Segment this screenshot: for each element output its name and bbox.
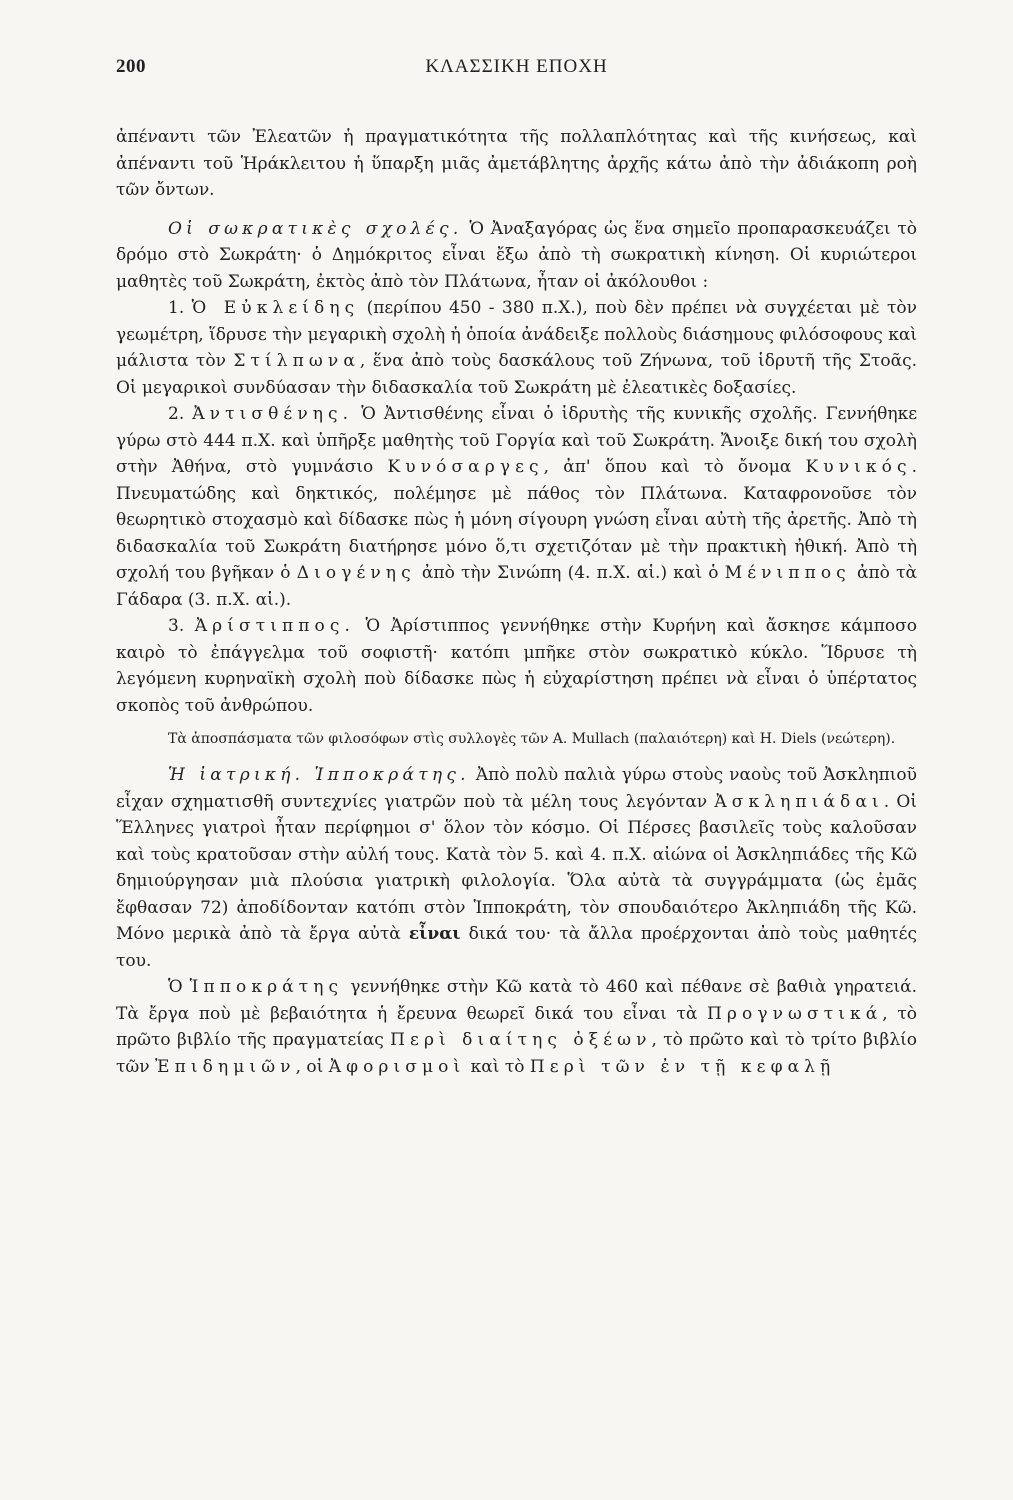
bold-word: εἶναι: [408, 924, 461, 944]
page-body: [116, 124, 917, 1080]
paragraph-text: ἀπὸ τὰ Γάδαρα (3. π.Χ. αἱ.).: [116, 563, 917, 610]
spaced-name: Ἱπποκράτης: [189, 977, 344, 997]
paragraph-text: γεννήθηκε στὴν Κῶ κατὰ τὸ 460 καὶ πέθανε σὲ βαθιὰ γηρατειά. Τὰ ἔργα ποὺ μὲ βεβαιότητα ἡ ἔρευνα θεωρεῖ δικά του εἶναι τὰ: [116, 977, 918, 1024]
paragraph-text: , ἕνα ἀπὸ τοὺς δασκάλους τοῦ Ζήνωνα, τοῦ ἱδρυτῆ τῆς Στοᾶς. Οἱ μεγαρικοὶ συνδύασαν τὴν διδασκαλία τοῦ Σωκράτη μὲ ἐλεατικὲς δοξασίες.: [116, 351, 918, 398]
spaced-title: Ἀφορισμοὶ: [328, 1056, 466, 1077]
paragraph-text: , τὸ πρῶτο βιβλίο τῆς πραγματείας: [116, 1003, 917, 1050]
paragraph-aristippus: [116, 613, 917, 719]
paragraph-text: δικά του· τὰ ἄλλα προέρχονται ἀπὸ τοὺς μαθητές του.: [116, 924, 918, 971]
page-number: 200: [116, 56, 146, 77]
list-number: 3.: [168, 616, 195, 636]
paragraph-euclid: [116, 295, 917, 401]
paragraph-text: (περίπου 450 - 380 π.Χ.), ποὺ δὲν πρέπει νὰ συγχέεται μὲ τὸν γεωμέτρη, ἵδρυσε τὴν μεγαρικὴ σχολὴ ἡ ὁποία ἀνάδειξε πολλοὺς διάσημους φιλόσοφους καὶ μάλιστα τὸν: [116, 298, 918, 371]
paragraph-text: Ὁ Ἀρίστιππος γεννήθηκε στὴν Κυρήνη καὶ ἄσκησε κάμποσο καιρὸ τὸ ἐπάγγελμα τοῦ σοφιστῆ· κατόπι μπῆκε στὸν σωκρατικὸ κύκλο. Ἵδρυσε τὴ λεγόμενη κυρηναϊκὴ σχολὴ ποὺ δίδασκε πὼς ἡ εὐχαρίστηση πρέπει νὰ εἶναι ὁ ὑπέρτατος σκοπὸς τοῦ ἀνθρώπου.: [116, 616, 918, 716]
page-header: [116, 56, 917, 86]
list-number: 2.: [168, 404, 193, 424]
spaced-title: Περὶ διαίτης ὀξέων: [390, 1030, 652, 1050]
paragraph-text: καὶ τὸ: [465, 1056, 530, 1077]
spaced-name: Στίλπωνα: [233, 351, 360, 371]
spaced-name: Ἀρίστιππος.: [194, 616, 355, 636]
spaced-name: Ἀντισθένης.: [192, 404, 354, 424]
paragraph-text: ἀπὸ τὴν Σινώπη (4. π.Χ. αἱ.) καὶ ὁ: [415, 563, 725, 583]
spaced-name: Ὁ Εὐκλείδης: [191, 298, 360, 318]
paragraph-hippocrates: [116, 974, 917, 1080]
paragraph-text: Ὁ: [168, 977, 190, 997]
paragraph-text: . Οἱ Ἕλληνες γιατροὶ ἦταν περίφημοι σ' ὅλον τὸν κόσμο. Οἱ Πέρσες βασιλεῖς τοὺς καλοῦσαν καὶ τοὺς κρατοῦσαν στὴν αὐλή τους. Κατὰ τὸν 5. καὶ 4. π.Χ. αἰώνα οἱ Ἀσκληπιάδες τῆς Κῶ δημιούργησαν μιὰ πλούσια γιατρικὴ φιλολογία. Ὅλα αὐτὰ τὰ συγγράμματα (ὡς ἐμᾶς ἔφθασαν 72) ἀποδίδονταν κατόπι στὸν Ἱπποκράτη, τὸν σπουδαιότερο Ἀκληπιάδη τῆς Κῶ. Μόνο μερικὰ ἀπὸ τὰ ἔργα αὐτὰ: [116, 791, 917, 944]
section-heading-socratic-schools: Οἱ σωκρατικὲς σχολές.: [168, 218, 463, 239]
paragraph-text: Ἀπὸ πολὺ παλιὰ γύρω στοὺς ναοὺς τοῦ Ἀσκληπιοῦ εἶχαν σχηματισθῆ συντεχνίες γιατρῶν ποὺ τὰ μέλη τους λεγόνταν: [116, 765, 917, 812]
spaced-name: Ἀσκληπιάδαι: [714, 791, 884, 812]
paragraph-text: Ὁ Ἀντισθένης εἶναι ὁ ἱδρυτὴς τῆς κυνικῆς σχολῆς. Γεννήθηκε γύρω στὸ 444 π.Χ. καὶ ὑπῆρξε μαθητὴς τοῦ Γοργία καὶ τοῦ Σωκράτη. Ἄνοιξε δική του σχολὴ στὴν Ἀθήνα, στὸ γυμνάσιο: [116, 404, 918, 477]
bibliographic-note: Τὰ ἀποσπάσματα τῶν φιλοσόφων στὶς συλλογὲς τῶν A. Mullach (παλαιότερη) καὶ H. Diels (νεώτερη).: [168, 731, 896, 747]
section-heading-medicine: Ἡ ἰατρική. Ἱπποκράτης.: [168, 765, 470, 785]
paragraph-socratic-schools: [116, 216, 917, 296]
paragraph-text: , οἱ: [295, 1056, 329, 1077]
paragraph-medicine: [116, 762, 917, 974]
spaced-title: Προγνωστικά: [707, 1003, 883, 1024]
paragraph-intro: ἀπέναντι τῶν Ἐλεατῶν ἡ πραγματικότητα τῆς πολλαπλότητας καὶ τῆς κινήσεως, καὶ ἀπέναντι τοῦ Ἡράκλειτου ἡ ὕπαρξη μιᾶς ἀμετάβλητης ἀρχῆς κάτω ἀπὸ τὴν ἀδιάκοπη ροὴ τῶν ὄντων.: [116, 127, 917, 200]
paragraph-text: Ὁ Ἀναξαγόρας ὡς ἕνα σημεῖο προπαρασκευάζει τὸ δρόμο στὸ Σωκράτη· ὁ Δημόκριτος εἶναι ἔξω ἀπὸ τὴ σωκρατικὴ κίνηση. Οἱ κυριώτεροι μαθητὲς τοῦ Σωκράτη, ἐκτὸς ἀπὸ τὸν Πλάτωνα, ἦταν οἱ ἀκόλουθοι :: [116, 218, 917, 292]
paragraph-text: , ἀπ' ὅπου καὶ τὸ ὄνομα: [543, 457, 806, 477]
paragraph-text: , τὸ πρῶτο καὶ τὸ τρίτο βιβλίο τῶν: [116, 1030, 917, 1077]
paragraph-text: . Πνευματώδης καὶ δηκτικός, πολέμησε μὲ πάθος τὸν Πλάτωνα. Καταφρονοῦσε τὸν θεωρητικὸ στοχασμὸ καὶ δίδασκε πὼς ἡ μόνη σίγουρη γνώση εἶναι αὐτὴ τῆς ἀρετῆς. Ἀπὸ τὴ διδασκαλία τοῦ Σωκράτη διατήρησε μόνο ὅ,τι σχετιζόταν μὲ τὴν πρακτικὴ ἠθική. Ἀπὸ τὴ σχολή του βγῆκαν ὁ: [116, 457, 917, 583]
spaced-title: Περὶ τῶν ἐν τῇ κεφαλῇ: [529, 1056, 836, 1077]
list-number: 1.: [168, 298, 192, 318]
spaced-title: Ἐπιδημιῶν: [155, 1056, 296, 1077]
paragraph-antisthenes: [116, 401, 917, 613]
running-title: ΚΛΑΣΣΙΚΗ ΕΠΟΧΗ: [425, 56, 608, 77]
spaced-name: Διογένης: [296, 563, 416, 583]
spaced-name: Κυνόσαργες: [387, 457, 544, 477]
spaced-name: Κυνικός: [805, 457, 912, 477]
spaced-name: Μένιππος: [724, 563, 851, 583]
